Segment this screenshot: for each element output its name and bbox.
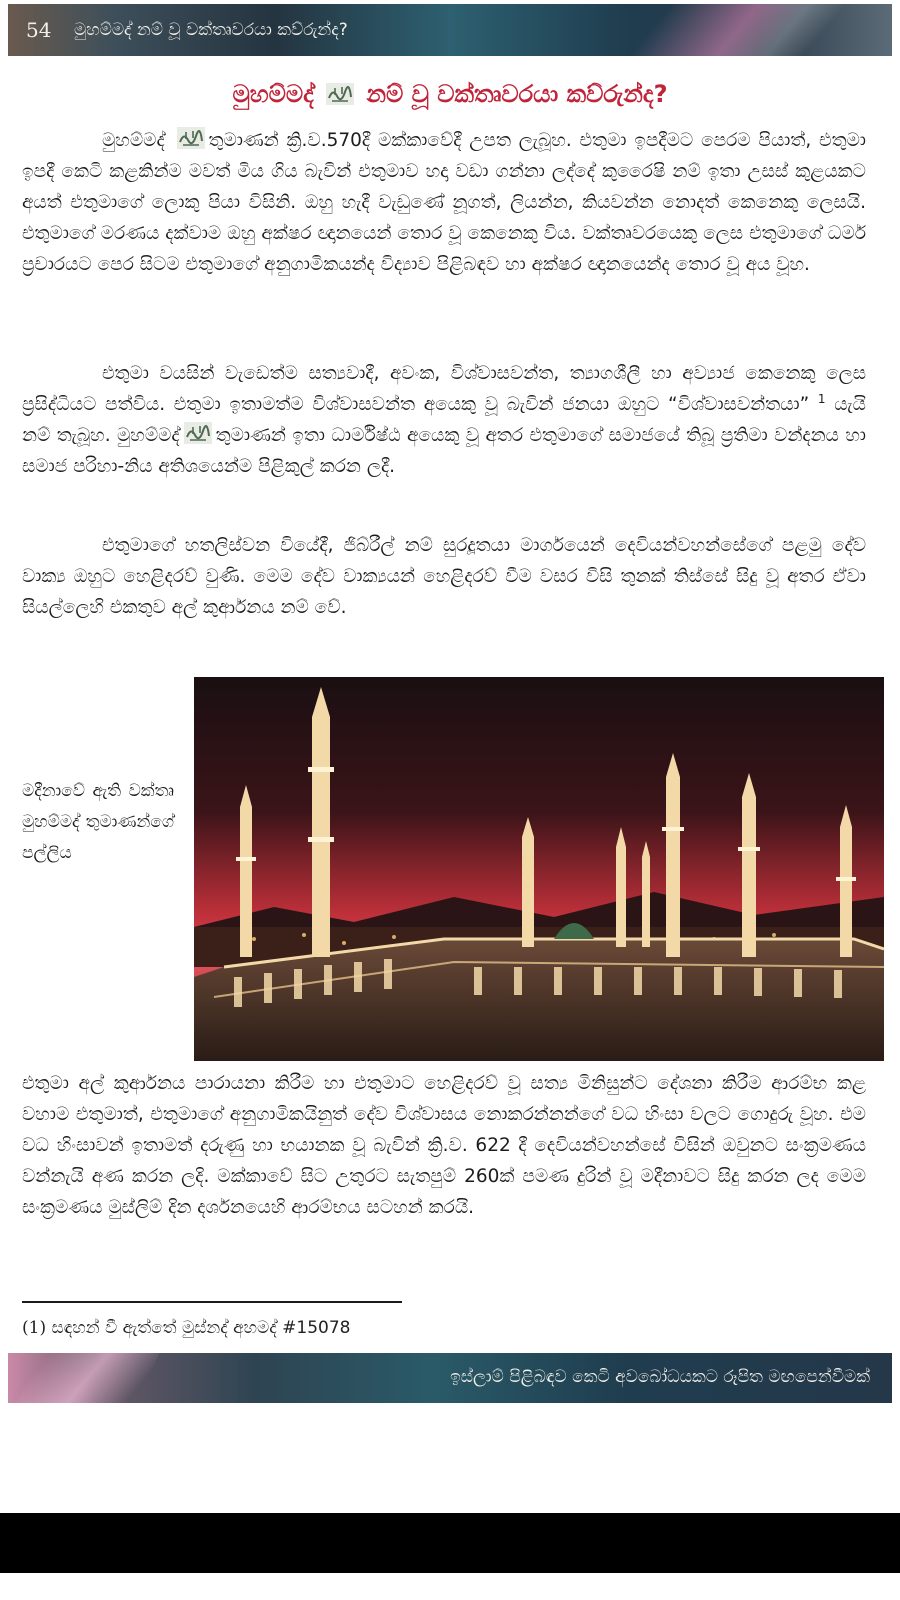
book-title: ඉස්ලාම් පිළිබඳව කෙටි අවබෝධයකට රූපිත මඟපෙන්වීමක් xyxy=(450,1367,870,1387)
header-decoration xyxy=(593,4,850,56)
paragraph-text: එතුමා වයසින් වැඩෙත්ම සත්‍යවාදී, අවංක, විශ්වාසවන්ත, ත්‍යාගශීලී හා අව්‍යාජ කෙනෙකු ලෙස ප්‍රසිද්ධියට පත්විය. එතුමා ඉතාමත්ම විශ්වාසවන්ත අයෙකු වූ බැවින් ජනයා ඔහුට “විශ්වාසවන්තයා” xyxy=(22,363,866,415)
footnote-number: (1) xyxy=(22,1318,47,1338)
page-number: 54 xyxy=(26,18,52,42)
mosque-illustration xyxy=(194,677,884,1061)
paragraph-birth xyxy=(22,125,866,345)
paragraph-trustworthy xyxy=(22,358,866,518)
paragraph-text: මුහම්මද් xyxy=(102,130,165,151)
footnote xyxy=(22,1318,351,1338)
running-title: මුහම්මද් නම් වූ වක්තෘවරයා කව්රුන්ද? xyxy=(74,20,348,40)
mosque-photo xyxy=(194,677,884,1061)
footer-decoration xyxy=(12,1353,165,1403)
article-title-part-1: මුහම්මද් xyxy=(232,80,314,108)
page-header xyxy=(8,4,892,56)
article-title-part-2: නම් වූ වක්තෘවරයා කව්රුන්ද? xyxy=(366,80,668,108)
footnote-reference[interactable]: 1 xyxy=(817,391,826,406)
paragraph-migration xyxy=(22,1068,866,1258)
bottom-bar xyxy=(0,1513,900,1573)
pbuh-calligraphy-icon xyxy=(326,83,354,105)
footnote-divider xyxy=(22,1301,402,1303)
article-title xyxy=(0,80,900,108)
footnote-text: සඳහන් වී ඇත්තේ මුස්නද් අහමද් #15078 xyxy=(51,1318,351,1338)
paragraph-text: එතුමාගේ හතලිස්වන වියේදී, ජිබ්රීල් නම් සුරදූතයා මාර්ගයෙන් දෙවියන්වහන්සේගේ පළමු දේව වාක්‍ය ඔහුට හෙළිදරව් වුණි. මෙම දේව වාක්‍යයන් හෙළිදරව් වීම වසර විසි තුනක් තිස්සේ සිදු වූ අතර ඒවා සියල්ලෙහි එකතුව අල් කුර්ආනය නම් වේ. xyxy=(22,535,866,618)
pbuh-calligraphy-icon xyxy=(184,422,212,444)
paragraph-revelation xyxy=(22,530,866,654)
page-footer xyxy=(8,1353,892,1403)
paragraph-text: එතුමා අල් කුර්ආනය පාරායනා කිරීම හා එතුමාට හෙළිදරව් වූ සත්‍ය මිනිසුන්ට දේශනා කිරීම ආරම්භ කළ වහාම එතුමාත්, එතුමාගේ අනුගාමිකයිනුත් දේව විශ්වාසය නොකරන්නන්ගේ වධ හිංසා වලට ගොදුරු වූහ. එම වධ හිංසාවන් ඉතාමත් දරුණු හා භයානක වූ බැවින් ක්‍රි.ව. 622 දී දෙවියන්වහන්සේ විසින් ඔවුනට සංක්‍රමණය වන්නැයි අණ කරන ලදි. මක්කාවේ සිට උතුරට සැතපුම් 260ක් පමණ දුරින් වූ මදීනාවට සිදු කරන ලද මෙම සංක්‍රමණය මුස්ලිම් දින දර්ශනයෙහි ආරම්භය සටහන් කරයි. xyxy=(22,1073,866,1218)
figure-caption: මදීනාවේ ඇති වක්තෘ මුහම්මද් තුමාණන්ගේ පල්ලිය xyxy=(22,781,174,863)
paragraph-text: තුමාණන් ඉතා ධාර්මිෂ්ඨ අයෙකු වූ අතර එතුමාගේ සමාජයේ තිබූ ප්‍රතිමා වන්දනය හා සමාජ පරිහා-නිය අතිශයෙන්ම පිළිකුල් කරන ලදී. xyxy=(22,425,866,477)
paragraph-text: තුමාණන් ක්‍රි.ව.570දී මක්කාවේදී උපත ලැබූහ. එතුමා ඉපදීමට පෙරම පියාත්, එතුමා ඉපදී කෙටි කළකින්ම මවත් මිය ගිය බැවින් එතුමාව හදා වඩා ගන්නා ලද්දේ කුරෛෂි නම් ඉතා උසස් කුළයකට අයත් එතුමාගේ ලොකු පියා විසිනි. ඔහු හැදී වැඩුණේ නූගත්, ලියන්න, කියවන්න නොදත් කෙනෙකු ලෙසයි. එතුමාගේ මරණය දක්වාම ඔහු අක්ෂර ඥානයෙන් තොර වූ කෙනෙකු විය. වක්තෘවරයෙකු ලෙස එතුමාගේ ධර්ම ප්‍රචාරයට පෙර සිටම එතුමාගේ අනුගාමිකයන්ද විද්‍යාව පිළිබඳව හා අක්ෂර ඥානයෙන්ද තොර වූ අය වූහ. xyxy=(22,130,866,275)
pbuh-calligraphy-icon xyxy=(177,127,205,149)
paragraph-text: යැයි නම් තැබූහ. මුහම්මද් xyxy=(22,394,866,446)
